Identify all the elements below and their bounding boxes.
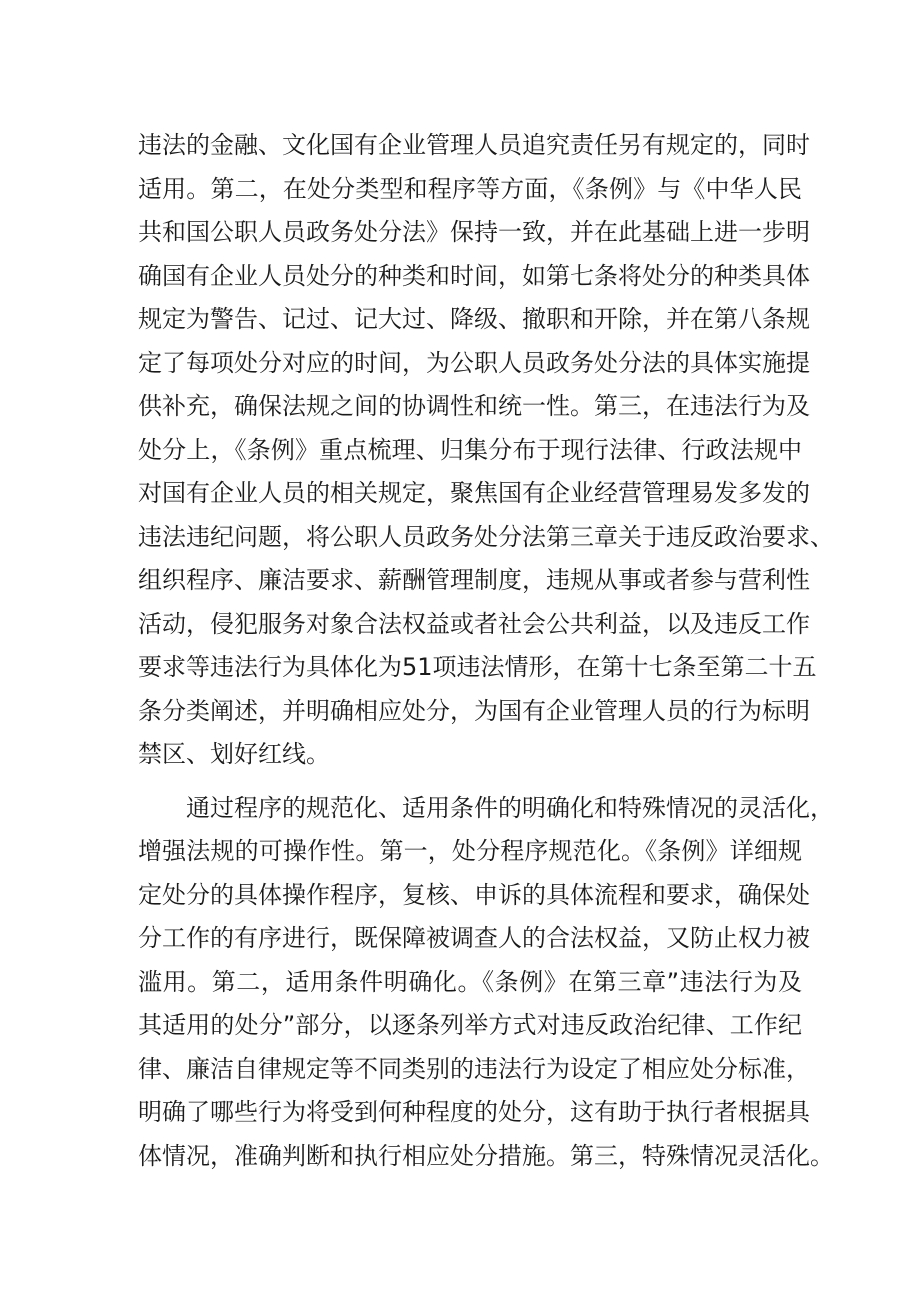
text-line: 滥用。第二，适用条件明确化。《条例》在第三章”违法行为及 xyxy=(138,967,802,996)
text-line: 通过程序的规范化、适用条件的明确化和特殊情况的灵活化， xyxy=(186,793,834,822)
paragraph-1 xyxy=(138,124,834,777)
paragraph-gap xyxy=(138,777,802,787)
text-line: 活动，侵犯服务对象合法权益或者社会公共利益，以及违反工作 xyxy=(138,609,810,638)
text-line: 禁区、划好红线。 xyxy=(138,740,330,768)
paragraph-2 xyxy=(138,787,834,1179)
text-line: 共和国公职人员政务处分法》保持一致，并在此基础上进一步明 xyxy=(138,218,810,246)
text-line: 体情况，准确判断和执行相应处分措施。第三，特殊情况灵活化。 xyxy=(138,1141,834,1170)
text-line: 违法的金融、文化国有企业管理人员追究责任另有规定的，同时 xyxy=(138,131,810,159)
text-line: 规定为警告、记过、记大过、降级、撤职和开除，并在第八条规 xyxy=(138,305,810,333)
text-line: 条分类阐述，并明确相应处分，为国有企业管理人员的行为标明 xyxy=(138,696,810,725)
text-line: 律、廉洁自律规定等不同类别的违法行为设定了相应处分标准， xyxy=(138,1054,810,1083)
text-line: 对国有企业人员的相关规定，聚焦国有企业经营管理易发多发的 xyxy=(138,479,810,507)
text-line: 定处分的具体操作程序，复核、申诉的具体流程和要求，确保处 xyxy=(138,880,810,909)
text-line: 增强法规的可操作性。第一，处分程序规范化。《条例》详细规 xyxy=(138,837,802,865)
text-line: 违法违纪问题，将公职人员政务处分法第三章关于违反政治要求、 xyxy=(138,522,834,551)
text-line: 分工作的有序进行，既保障被调查人的合法权益，又防止权力被 xyxy=(138,924,810,952)
text-line: 要求等违法行为具体化为51项违法情形，在第十七条至第二十五 xyxy=(138,653,817,681)
text-line: 组织程序、廉洁要求、薪酬管理制度，违规从事或者参与营利性 xyxy=(138,566,810,594)
text-line: 明确了哪些行为将受到何种程度的处分，这有助于执行者根据具 xyxy=(138,1098,810,1126)
text-line: 处分上，《条例》重点梳理、归集分布于现行法律、行政法规中 xyxy=(138,435,802,464)
text-line: 确国有企业人员处分的种类和时间，如第七条将处分的种类具体 xyxy=(138,261,810,290)
document-body xyxy=(138,124,834,1178)
text-line: 定了每项处分对应的时间，为公职人员政务处分法的具体实施提 xyxy=(138,348,810,377)
text-line: 供补充，确保法规之间的协调性和统一性。第三，在违法行为及 xyxy=(138,392,810,420)
text-line: 适用。第二，在处分类型和程序等方面，《条例》与《中华人民 xyxy=(138,174,802,203)
text-line: 其适用的处分”部分，以逐条列举方式对违反政治纪律、工作纪 xyxy=(138,1011,802,1039)
